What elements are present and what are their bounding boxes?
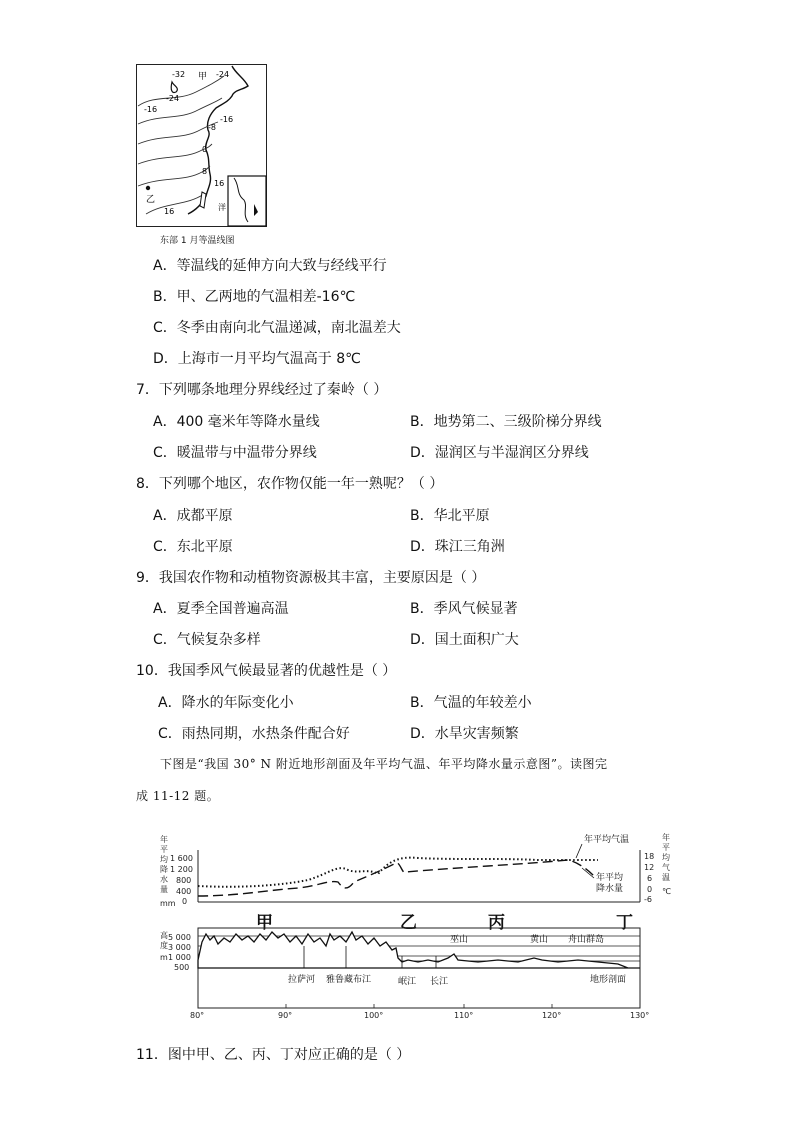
q8-stem: 8．下列哪个地区，农作物仅能一年一熟呢？（ ） bbox=[136, 476, 444, 492]
svg-text:-24: -24 bbox=[166, 94, 180, 103]
svg-text:洋: 洋 bbox=[218, 203, 226, 212]
q6-option-b: B．甲、乙两地的气温相差-16℃ bbox=[153, 289, 356, 305]
svg-text:mm: mm bbox=[160, 899, 176, 908]
q8-option-c: C．东北平原 bbox=[153, 539, 233, 555]
svg-text:乙: 乙 bbox=[146, 195, 156, 205]
svg-text:度: 度 bbox=[160, 941, 168, 950]
svg-text:地形剖面: 地形剖面 bbox=[590, 975, 627, 985]
precipitation-line bbox=[198, 860, 594, 896]
q9-option-b: B．季风气候显著 bbox=[410, 601, 518, 617]
q10-option-a: A．降水的年际变化小 bbox=[158, 695, 294, 711]
svg-text:拉萨河: 拉萨河 bbox=[288, 975, 316, 985]
svg-text:-16: -16 bbox=[144, 105, 158, 114]
svg-text:降水量: 降水量 bbox=[596, 884, 624, 894]
svg-text:量: 量 bbox=[160, 885, 168, 894]
point-yi bbox=[146, 186, 150, 190]
svg-text:90°: 90° bbox=[278, 1011, 293, 1020]
svg-text:-8: -8 bbox=[208, 123, 216, 132]
svg-text:年: 年 bbox=[662, 833, 670, 842]
passage-line-2: 成 11-12 题。 bbox=[136, 789, 220, 803]
svg-text:温: 温 bbox=[662, 873, 670, 882]
svg-text:年平均气温: 年平均气温 bbox=[584, 835, 630, 845]
svg-text:1 600: 1 600 bbox=[170, 854, 193, 863]
svg-text:长江: 长江 bbox=[430, 977, 449, 987]
svg-text:0: 0 bbox=[647, 885, 653, 894]
svg-text:均: 均 bbox=[160, 855, 168, 864]
q10-stem: 10．我国季风气候最显著的优越性是（ ） bbox=[136, 663, 397, 679]
svg-text:雅鲁藏布江: 雅鲁藏布江 bbox=[326, 975, 372, 985]
terrain-climate-profile bbox=[158, 830, 678, 1020]
svg-text:6: 6 bbox=[647, 874, 653, 883]
svg-text:80°: 80° bbox=[190, 1011, 205, 1020]
svg-text:气: 气 bbox=[662, 863, 670, 872]
svg-text:平: 平 bbox=[160, 845, 168, 854]
q9-option-d: D．国土面积广大 bbox=[410, 632, 519, 648]
svg-text:高: 高 bbox=[160, 931, 168, 940]
svg-text:0: 0 bbox=[182, 897, 188, 906]
q7-option-c: C．暖温带与中温带分界线 bbox=[153, 445, 317, 461]
svg-text:3 000: 3 000 bbox=[168, 943, 191, 952]
svg-text:年: 年 bbox=[160, 835, 168, 844]
svg-text:12: 12 bbox=[644, 863, 655, 872]
svg-text:甲: 甲 bbox=[256, 913, 273, 933]
svg-text:℃: ℃ bbox=[662, 887, 671, 896]
svg-text:m: m bbox=[160, 953, 168, 962]
map-caption: 东部 1 月等温线图 bbox=[160, 236, 235, 246]
q8-option-d: D．珠江三角洲 bbox=[410, 539, 505, 555]
q11-stem: 11．图中甲、乙、丙、丁对应正确的是（ ） bbox=[136, 1047, 411, 1063]
q7-stem: 7．下列哪条地理分界线经过了秦岭（ ） bbox=[136, 382, 388, 398]
svg-text:水: 水 bbox=[160, 875, 168, 884]
svg-text:降: 降 bbox=[160, 865, 168, 874]
inset-map bbox=[228, 176, 266, 226]
svg-text:巫山: 巫山 bbox=[450, 935, 469, 945]
svg-text:16: 16 bbox=[164, 207, 175, 216]
svg-text:1 200: 1 200 bbox=[170, 865, 193, 874]
q8-option-b: B．华北平原 bbox=[410, 508, 490, 524]
passage-line-1: 下图是“我国 30° N 附近地形剖面及年平均气温、年平均降水量示意图”。读图完 bbox=[160, 757, 608, 771]
q8-option-a: A．成都平原 bbox=[153, 508, 233, 524]
isotherm-map bbox=[136, 64, 268, 230]
svg-text:岷江: 岷江 bbox=[398, 977, 417, 987]
q6-option-d: D．上海市一月平均气温高于 8℃ bbox=[153, 351, 361, 367]
q9-option-a: A．夏季全国普遍高温 bbox=[153, 601, 289, 617]
svg-text:-16: -16 bbox=[220, 115, 234, 124]
svg-text:乙: 乙 bbox=[400, 913, 417, 933]
svg-text:8: 8 bbox=[202, 167, 208, 176]
svg-text:16: 16 bbox=[214, 179, 225, 188]
svg-text:5 000: 5 000 bbox=[168, 933, 191, 942]
svg-text:130°: 130° bbox=[630, 1011, 650, 1020]
q9-stem: 9．我国农作物和动植物资源极其丰富，主要原因是（ ） bbox=[136, 570, 486, 586]
svg-text:800: 800 bbox=[176, 876, 192, 885]
svg-text:0: 0 bbox=[202, 145, 208, 154]
svg-text:500: 500 bbox=[174, 963, 190, 972]
svg-text:年平均: 年平均 bbox=[596, 873, 624, 883]
q10-option-c: C．雨热同期，水热条件配合好 bbox=[158, 726, 350, 742]
q7-option-b: B．地势第二、三级阶梯分界线 bbox=[410, 414, 602, 430]
svg-text:1 000: 1 000 bbox=[168, 953, 191, 962]
q7-option-a: A．400 毫米年等降水量线 bbox=[153, 414, 320, 430]
q10-option-d: D．水旱灾害频繁 bbox=[410, 726, 519, 742]
svg-text:400: 400 bbox=[176, 887, 192, 896]
svg-text:18: 18 bbox=[644, 852, 655, 861]
svg-text:黄山: 黄山 bbox=[530, 935, 549, 945]
q6-option-a: A．等温线的延伸方向大致与经线平行 bbox=[153, 258, 387, 274]
svg-text:-32: -32 bbox=[172, 70, 186, 79]
svg-text:100°: 100° bbox=[364, 1011, 384, 1020]
svg-text:丙: 丙 bbox=[488, 913, 505, 933]
svg-text:丁: 丁 bbox=[616, 913, 633, 933]
svg-text:120°: 120° bbox=[542, 1011, 562, 1020]
svg-text:甲: 甲 bbox=[198, 72, 208, 82]
q9-option-c: C．气候复杂多样 bbox=[153, 632, 261, 648]
q7-option-d: D．湿润区与半湿润区分界线 bbox=[410, 445, 589, 461]
svg-text:均: 均 bbox=[662, 853, 670, 862]
svg-text:-6: -6 bbox=[644, 895, 652, 904]
svg-text:110°: 110° bbox=[454, 1011, 474, 1020]
svg-text:-24: -24 bbox=[216, 70, 230, 79]
q10-option-b: B．气温的年较差小 bbox=[410, 695, 532, 711]
q6-option-c: C．冬季由南向北气温递减，南北温差大 bbox=[153, 320, 401, 336]
svg-text:平: 平 bbox=[662, 843, 670, 852]
svg-text:舟山群岛: 舟山群岛 bbox=[568, 935, 605, 945]
